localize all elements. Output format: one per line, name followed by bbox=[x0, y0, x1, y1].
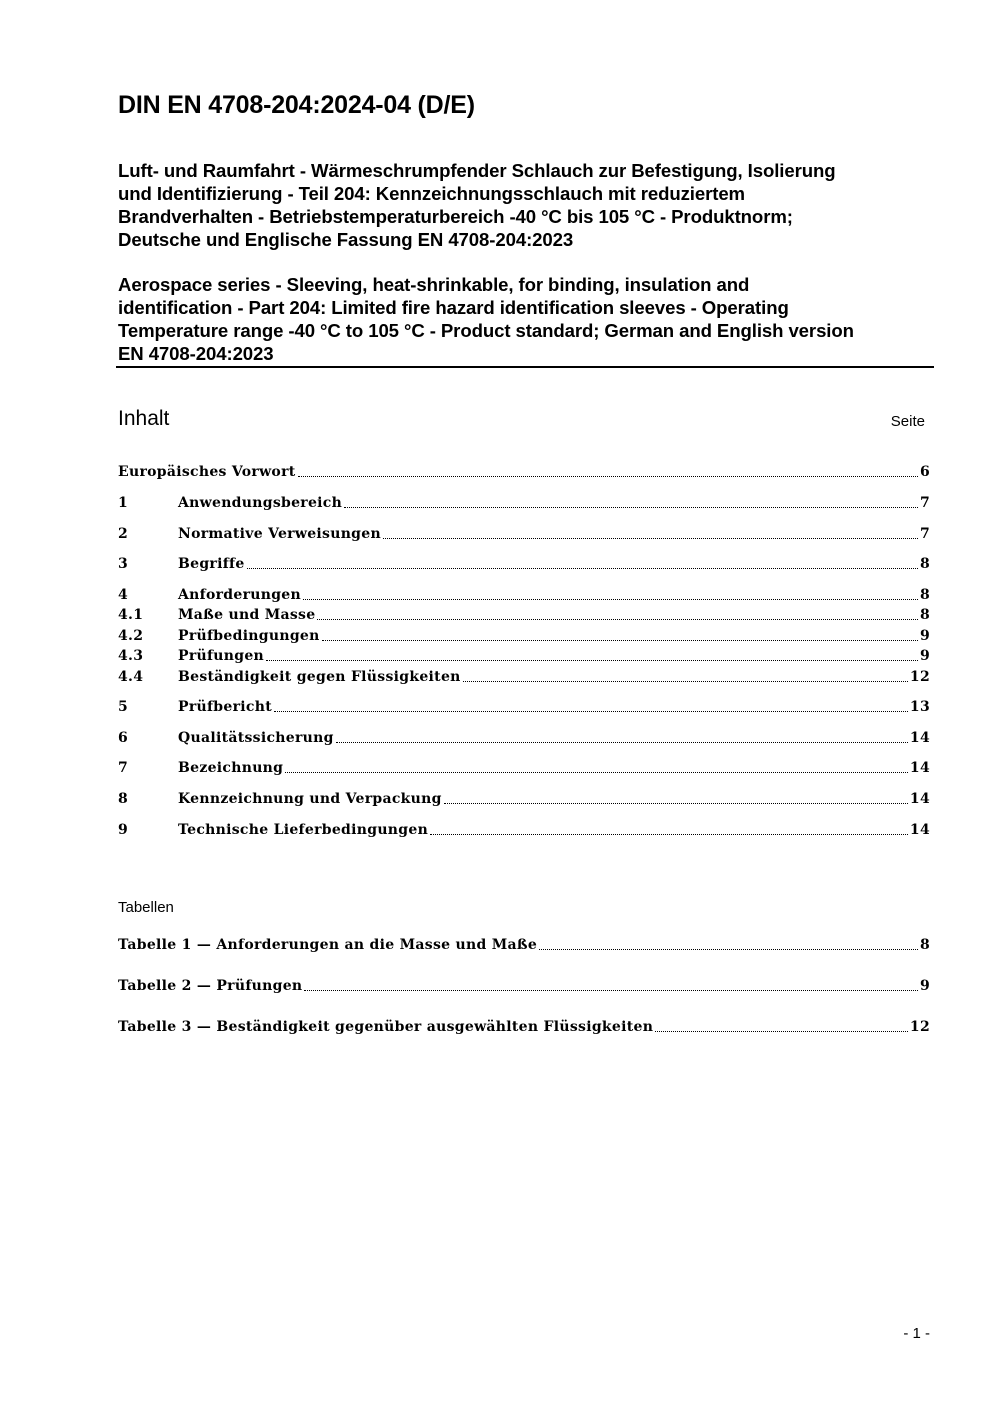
toc-entry[interactable] bbox=[118, 462, 930, 482]
toc-leader-dots bbox=[274, 711, 908, 712]
title-english-line: Aerospace series - Sleeving, heat-shrinkable, for binding, insulation and bbox=[118, 274, 750, 295]
toc-entry-number: 4.4 bbox=[118, 669, 144, 685]
toc-entry-number: 4.3 bbox=[118, 648, 144, 664]
table-list-entry-title: Tabelle 3 — Beständigkeit gegenüber ausgewählten Flüssigkeiten bbox=[118, 1019, 654, 1035]
toc-entry-title: Prüfbedingungen bbox=[178, 628, 320, 644]
toc-leader-dots bbox=[344, 507, 918, 508]
toc-leader-dots bbox=[430, 834, 908, 835]
title-german-line: Brandverhalten - Betriebstemperaturbereich -40 °C bis 105 °C - Produktnorm; bbox=[118, 206, 793, 227]
toc-entry-title: Maße und Masse bbox=[178, 607, 316, 623]
toc-entry-title: Begriffe bbox=[178, 556, 245, 572]
toc-entry-number: 1 bbox=[118, 495, 129, 511]
toc-leader-dots bbox=[304, 990, 918, 991]
toc-entry[interactable] bbox=[118, 667, 930, 687]
toc-entry-number: 8 bbox=[118, 791, 129, 807]
toc-entry-title: Anforderungen bbox=[178, 587, 301, 603]
toc-entry-title: Technische Lieferbedingungen bbox=[178, 822, 429, 838]
title-german-line: Luft- und Raumfahrt - Wärmeschrumpfender Schlauch zur Befestigung, Isolierung bbox=[118, 160, 836, 181]
toc-entry[interactable] bbox=[118, 605, 930, 625]
toc-entry-page: 8 bbox=[919, 607, 930, 623]
toc-entry-number: 3 bbox=[118, 556, 129, 572]
toc-entry-number: 4.1 bbox=[118, 607, 144, 623]
toc-entry[interactable] bbox=[118, 758, 930, 778]
title-german bbox=[118, 159, 930, 251]
toc-entry-page: 14 bbox=[909, 822, 930, 838]
toc-entry-number: 5 bbox=[118, 699, 129, 715]
table-list-entry[interactable] bbox=[118, 1017, 930, 1037]
toc-entry-page: 8 bbox=[919, 556, 930, 572]
toc-entry-title: Anwendungsbereich bbox=[178, 495, 343, 511]
toc-page-column-label: Seite bbox=[890, 413, 925, 430]
toc-leader-dots bbox=[322, 640, 918, 641]
toc-heading: Inhalt bbox=[118, 407, 170, 430]
toc-entry-title: Qualitätssicherung bbox=[178, 730, 334, 746]
toc-leader-dots bbox=[539, 949, 918, 950]
toc-leader-dots bbox=[463, 681, 908, 682]
title-german-line: Deutsche und Englische Fassung EN 4708-204:2023 bbox=[118, 229, 574, 250]
table-list-entry-page: 8 bbox=[919, 937, 930, 953]
table-list-entry-title: Tabelle 1 — Anforderungen an die Masse und Maße bbox=[118, 937, 538, 953]
toc-leader-dots bbox=[444, 803, 908, 804]
toc-leader-dots bbox=[266, 660, 918, 661]
toc-entry-number: 2 bbox=[118, 526, 129, 542]
toc-entry-title: Normative Verweisungen bbox=[178, 526, 381, 542]
tables-heading: Tabellen bbox=[118, 899, 174, 916]
toc-entry[interactable] bbox=[118, 697, 930, 717]
table-list-entry-page: 9 bbox=[919, 978, 930, 994]
toc-entry[interactable] bbox=[118, 493, 930, 513]
toc-entry-title: Beständigkeit gegen Flüssigkeiten bbox=[178, 669, 461, 685]
toc-entry-title: Kennzeichnung und Verpackung bbox=[178, 791, 442, 807]
title-divider bbox=[116, 366, 934, 368]
toc-entry-title: Prüfungen bbox=[178, 648, 265, 664]
toc-entry-page: 6 bbox=[919, 464, 930, 480]
toc-entry-page: 9 bbox=[919, 648, 930, 664]
table-list-entry-title: Tabelle 2 — Prüfungen bbox=[118, 978, 303, 994]
toc-entry-number: 9 bbox=[118, 822, 129, 838]
toc-entry[interactable] bbox=[118, 728, 930, 748]
toc-entry[interactable] bbox=[118, 554, 930, 574]
toc-entry-number: 4.2 bbox=[118, 628, 144, 644]
toc-entry-page: 14 bbox=[909, 760, 930, 776]
title-english bbox=[118, 273, 930, 365]
table-list-entry[interactable] bbox=[118, 935, 930, 955]
footer-page-number: - 1 - bbox=[903, 1325, 930, 1342]
toc-entry[interactable] bbox=[118, 585, 930, 605]
toc-entry-title: Europäisches Vorwort bbox=[118, 464, 296, 480]
toc-entry[interactable] bbox=[118, 789, 930, 809]
toc-entry[interactable] bbox=[118, 820, 930, 840]
toc-entry-number: 7 bbox=[118, 760, 129, 776]
toc-leader-dots bbox=[317, 619, 918, 620]
toc-entry-page: 13 bbox=[909, 699, 930, 715]
toc-entry[interactable] bbox=[118, 524, 930, 544]
toc-entry-page: 8 bbox=[919, 587, 930, 603]
document-identifier: DIN EN 4708-204:2024-04 (D/E) bbox=[118, 91, 475, 119]
toc-leader-dots bbox=[247, 568, 918, 569]
toc-entry-page: 7 bbox=[919, 495, 930, 511]
toc-leader-dots bbox=[655, 1031, 908, 1032]
toc-entry-page: 14 bbox=[909, 791, 930, 807]
toc-entry[interactable] bbox=[118, 646, 930, 666]
table-list-entry-page: 12 bbox=[909, 1019, 930, 1035]
title-english-line: EN 4708-204:2023 bbox=[118, 343, 274, 364]
toc-entry-page: 9 bbox=[919, 628, 930, 644]
toc-entry-page: 12 bbox=[909, 669, 930, 685]
toc-leader-dots bbox=[298, 476, 918, 477]
toc-leader-dots bbox=[285, 772, 908, 773]
title-german-line: und Identifizierung - Teil 204: Kennzeichnungsschlauch mit reduziertem bbox=[118, 183, 745, 204]
title-english-line: Temperature range -40 °C to 105 °C - Product standard; German and English version bbox=[118, 320, 854, 341]
toc-entry-number: 4 bbox=[118, 587, 129, 603]
toc-entry[interactable] bbox=[118, 626, 930, 646]
toc-entry-title: Prüfbericht bbox=[178, 699, 272, 715]
table-list-entry[interactable] bbox=[118, 976, 930, 996]
toc-entry-title: Bezeichnung bbox=[178, 760, 284, 776]
title-english-line: identification - Part 204: Limited fire hazard identification sleeves - Operating bbox=[118, 297, 789, 318]
toc-leader-dots bbox=[336, 742, 908, 743]
toc-entry-page: 14 bbox=[909, 730, 930, 746]
toc-leader-dots bbox=[303, 599, 918, 600]
toc-entry-page: 7 bbox=[919, 526, 930, 542]
toc-leader-dots bbox=[383, 538, 918, 539]
toc-entry-number: 6 bbox=[118, 730, 129, 746]
